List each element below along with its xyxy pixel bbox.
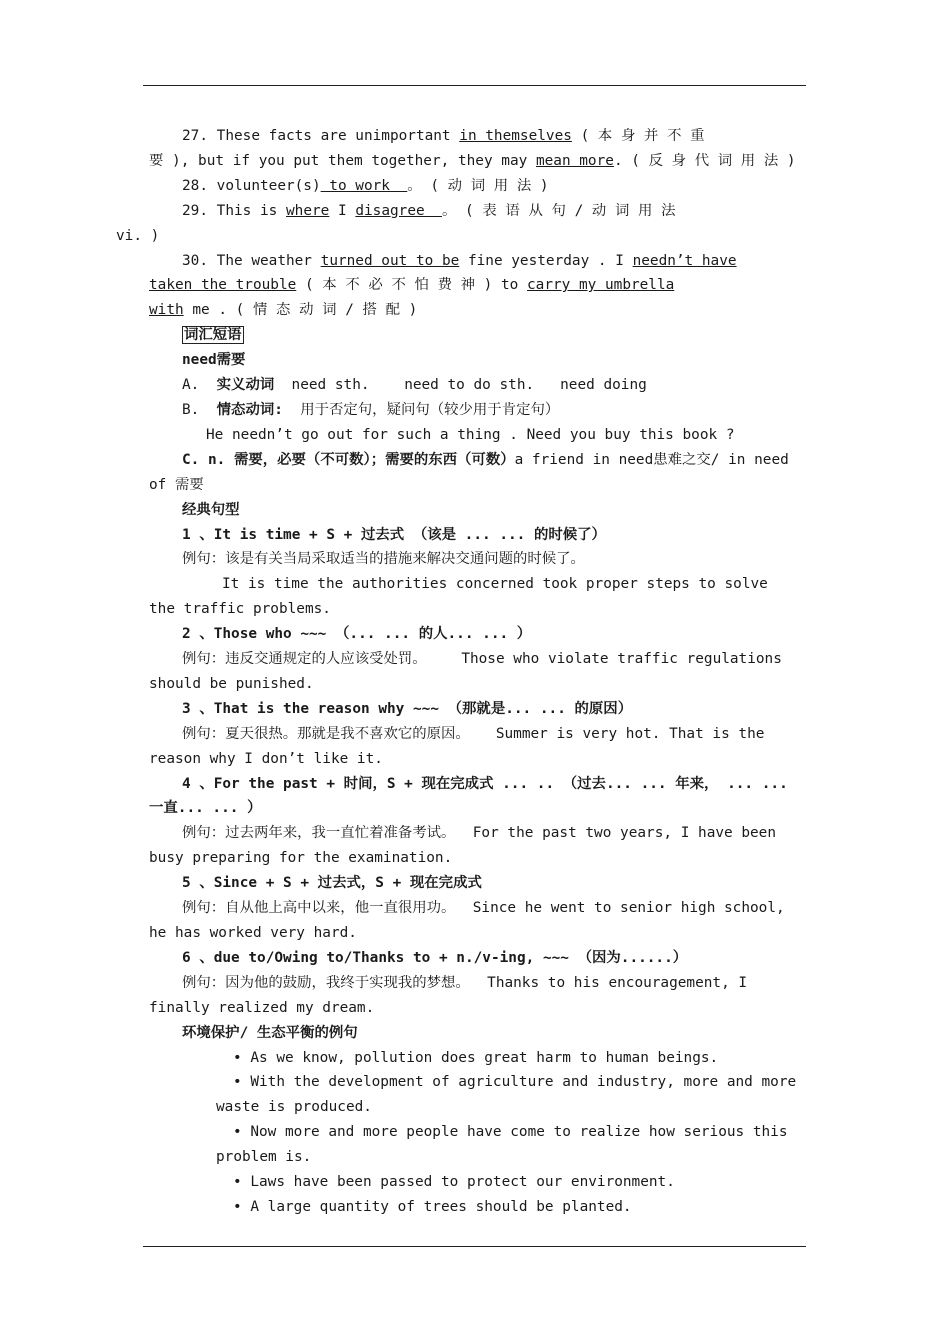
pattern-title: 1 、It is time + S + 过去式 （该是 ... ... 的时候了） (182, 526, 606, 543)
item-note: ( 本 身 并 不 重 (580, 128, 705, 144)
vocab-heading-row (149, 323, 802, 348)
list-text: need sth. need to do sth. need doing (274, 377, 647, 394)
underlined-phrase: needn’t have (632, 252, 737, 269)
pattern-title: 6 、due to/Owing to/Thanks to + n./v-ing, ~~~ （因为......） (182, 949, 688, 966)
item-note: ( 本 不 必 不 怕 费 神 ) to (304, 277, 519, 294)
bullet-icon: • (233, 1198, 242, 1215)
item-29 (116, 199, 802, 249)
pattern-example (149, 647, 802, 697)
item-number: 27. (182, 128, 208, 144)
item-note: 。 ( 表 语 从 句 / 动 词 用 法 (441, 202, 676, 219)
document-body (116, 124, 802, 1220)
item-28 (149, 174, 802, 199)
env-item-text: As we know, pollution does great harm to human beings. (250, 1049, 719, 1066)
pattern-title: 5 、Since + S + 过去式，S + 现在完成式 (182, 875, 482, 892)
pattern-example-cn: 例句：该是有关当局采取适当的措施来解决交通问题的时候了。 (182, 551, 585, 568)
pattern-example-en: Thanks to his encouragement, I finally realized my dream. (149, 974, 748, 1016)
item-text: I (338, 202, 347, 219)
need-c (149, 448, 802, 498)
underlined-phrase: taken the trouble (149, 277, 297, 294)
env-item (149, 1046, 802, 1071)
list-bold: 情态动词: (216, 401, 283, 418)
env-heading: 环境保护/ 生态平衡的例句 (182, 1024, 358, 1041)
underlined-phrase: with (149, 302, 184, 319)
item-text: These facts are unimportant (216, 128, 451, 144)
bullet-icon: • (233, 1124, 242, 1141)
item-note: 。 ( 动 词 用 法 ) (407, 177, 549, 194)
item-note: vi. ) (116, 227, 160, 244)
env-item (149, 1120, 802, 1170)
header-rule (143, 85, 806, 86)
env-item-text: With the development of agriculture and industry, more and more waste is produced. (216, 1074, 797, 1116)
pattern-example (149, 821, 802, 871)
pattern-title: 2 、Those who ~~~ （... ... 的人... ... ） (182, 626, 532, 643)
item-text: This is (216, 202, 278, 219)
underlined-phrase: where (286, 202, 330, 219)
bullet-icon: • (233, 1174, 242, 1191)
env-item (149, 1070, 802, 1120)
pattern-example-en: Summer is very hot. That is the reason why I don’t like it. (149, 725, 765, 767)
env-item-text: Now more and more people have come to realize how serious this problem is. (216, 1124, 788, 1166)
vocab-heading: 词汇短语 (184, 327, 242, 344)
env-item-text: A large quantity of trees should be planted. (250, 1198, 632, 1215)
env-item (149, 1170, 802, 1195)
item-number: 29. (182, 202, 208, 219)
underlined-phrase: in themselves (459, 128, 572, 144)
list-bold: 实义动词 (216, 377, 275, 394)
list-text: a friend in need患难之交/ in need of 需要 (149, 451, 789, 493)
item-note: me . ( 情 态 动 词 / 搭 配 ) (192, 302, 418, 319)
need-b-example: He needn’t go out for such a thing . Need you buy this book ? (206, 426, 735, 443)
pattern-example-cn: 例句：违反交通规定的人应该受处罚。 (182, 651, 427, 668)
pattern-example (149, 896, 802, 946)
bullet-icon: • (233, 1074, 242, 1091)
need-a (149, 373, 802, 398)
item-text: volunteer(s) (216, 177, 321, 194)
underlined-phrase: mean more (535, 152, 614, 169)
pattern-example-en: It is time the authorities concerned took proper steps to solve the traffic problems. (149, 576, 768, 618)
list-label: A. (182, 377, 200, 394)
pattern-example-cn: 例句：自从他上高中以来，他一直很用功。 (182, 900, 456, 917)
need-b (149, 398, 802, 423)
list-text: 用于否定句，疑问句（较少用于肯定句） (282, 401, 560, 418)
pattern-example (149, 971, 802, 1021)
underlined-phrase: carry my umbrella (527, 277, 675, 294)
pattern-example (149, 722, 802, 772)
need-title: need需要 (182, 352, 246, 369)
pattern-example-cn: 例句：夏天很热。那就是我不喜欢它的原因。 (182, 725, 470, 742)
pattern-example-en: For the past two years, I have been busy preparing for the examination. (149, 825, 777, 867)
env-item (149, 1195, 802, 1220)
item-30 (149, 249, 802, 324)
pattern-example-en: Since he went to senior high school, he has worked very hard. (149, 900, 785, 941)
list-bold: C. n. 需要，必要（不可数）；需要的东西（可数） (182, 451, 515, 468)
item-27 (149, 124, 802, 174)
pattern-title: 4 、For the past + 时间，S + 现在完成式 ... .. （过去... ... 年来， ... ...一直... ... ） (149, 775, 788, 817)
underlined-phrase: to work (320, 177, 408, 194)
pattern-title: 3 、That is the reason why ~~~ （那就是... ... 的原因） (182, 700, 633, 717)
footer-rule (143, 1246, 806, 1247)
env-item-text: Laws have been passed to protect our environment. (250, 1174, 675, 1191)
item-text: 要 ), but if you put them together, they may (149, 152, 528, 169)
patterns-heading: 经典句型 (182, 501, 240, 518)
item-note: . ( 反 身 代 词 用 法 ) (613, 152, 796, 169)
item-number: 28. (182, 177, 208, 194)
pattern-example-cn: 例句：因为他的鼓励，我终于实现我的梦想。 (182, 974, 470, 991)
underlined-phrase: disagree (355, 202, 442, 219)
item-text: The weather (216, 252, 312, 269)
pattern-example-en: Those who violate traffic regulations should be punished. (149, 651, 782, 692)
item-number: 30. (182, 252, 208, 269)
item-text: fine yesterday . I (467, 252, 624, 269)
underlined-phrase: turned out to be (320, 252, 460, 269)
bullet-icon: • (233, 1049, 242, 1066)
list-label: B. (182, 401, 200, 418)
pattern-example-cn: 例句：过去两年来，我一直忙着准备考试。 (182, 825, 456, 842)
